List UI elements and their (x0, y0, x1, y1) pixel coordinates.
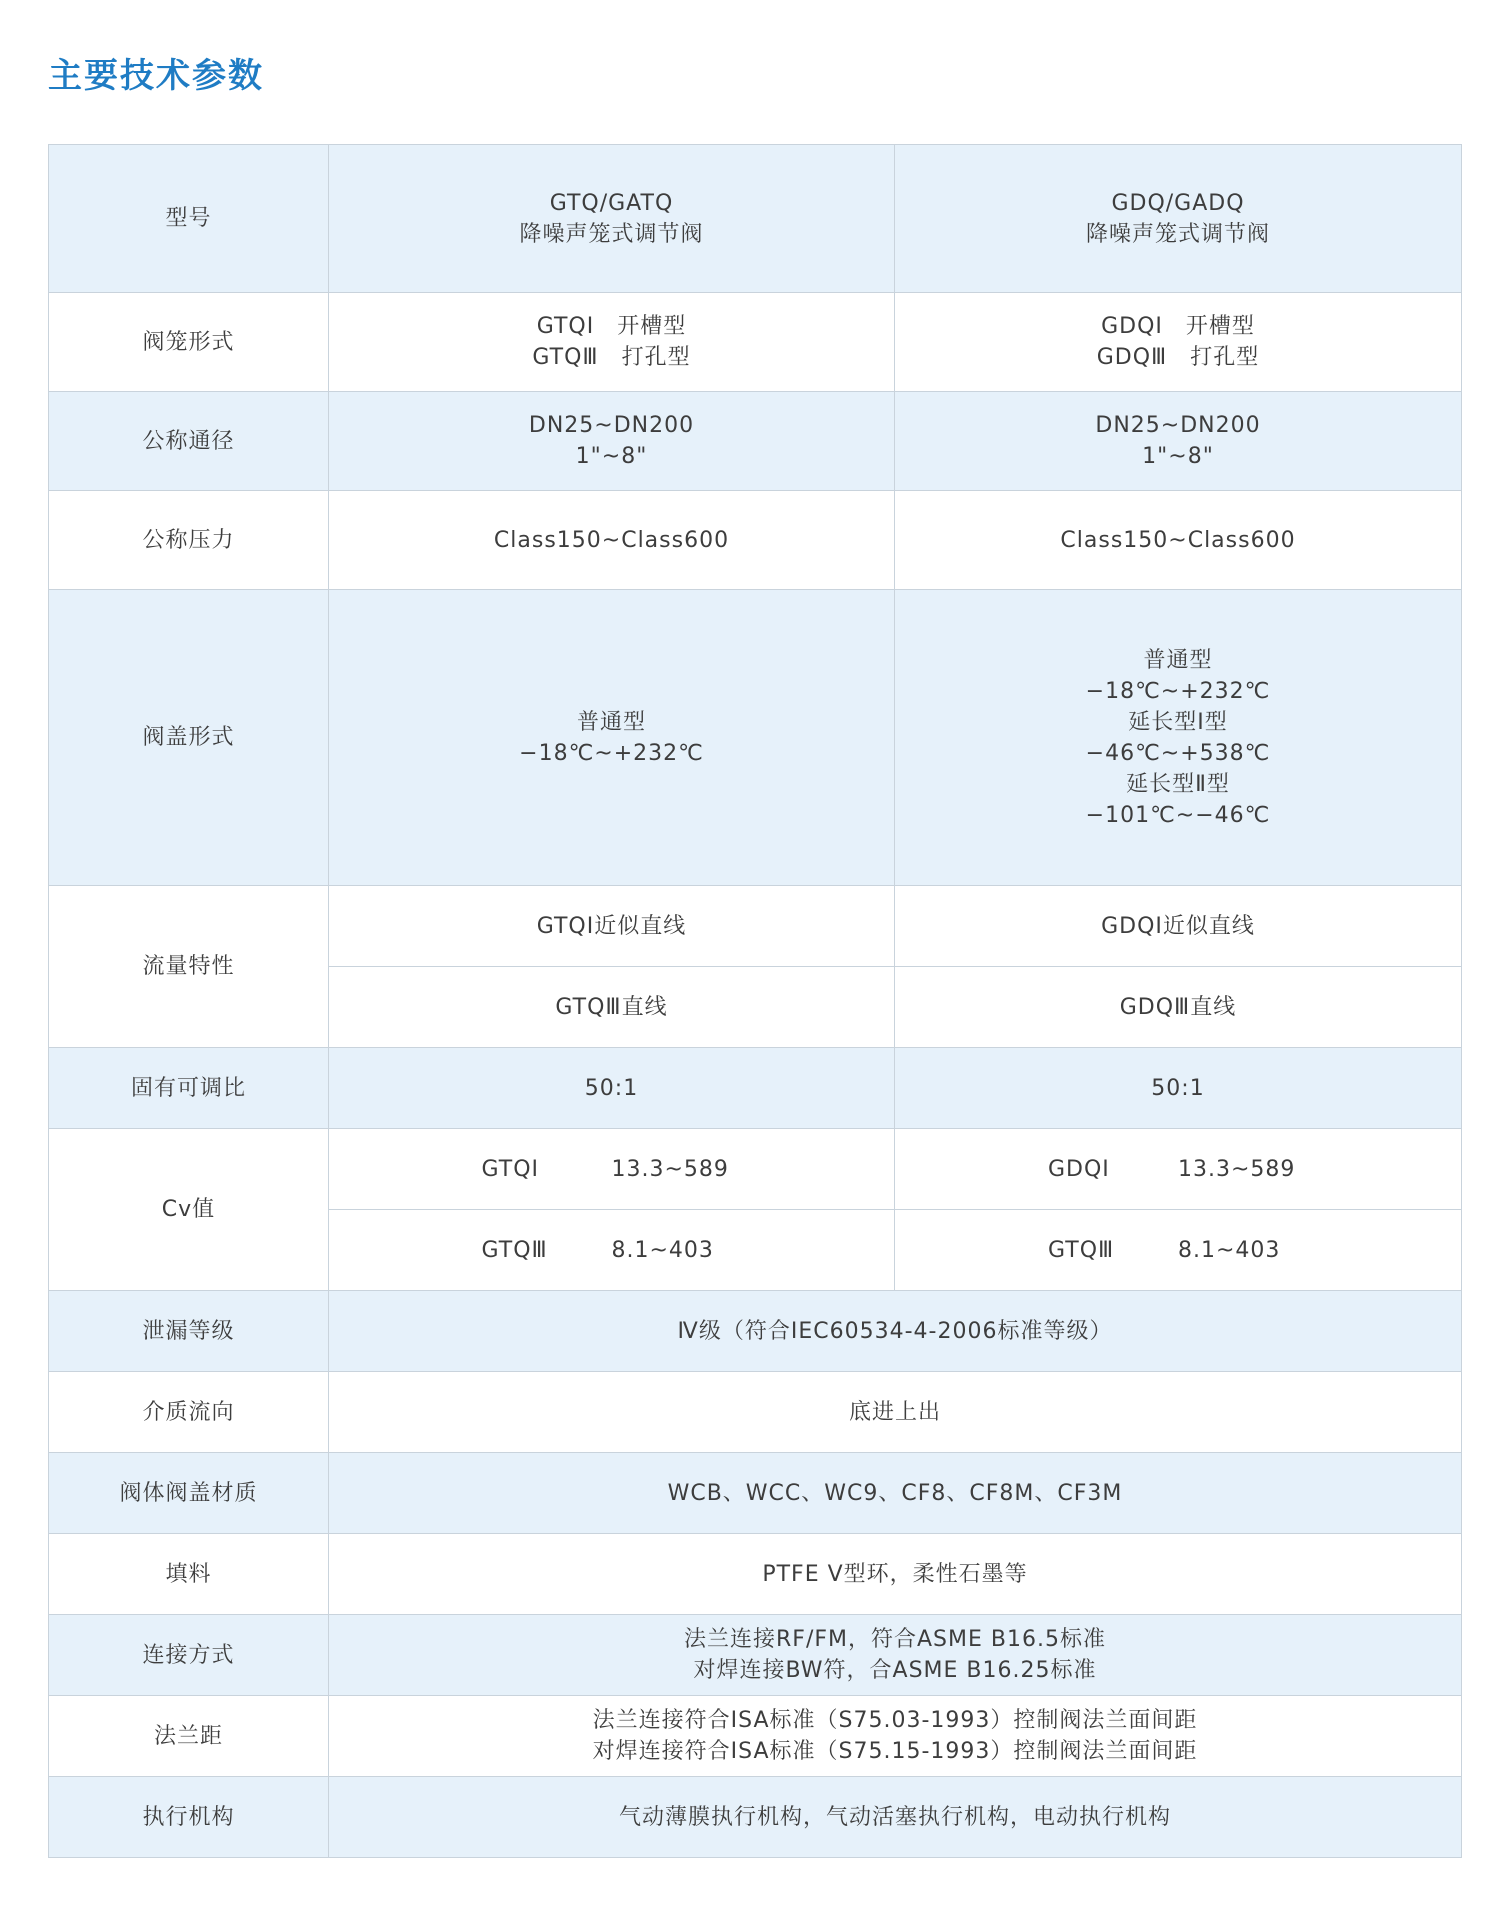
cell-line: −18℃~+232℃ (519, 740, 704, 766)
flow-cell-gdq-2: GDQⅢ直线 (895, 967, 1462, 1048)
spec-table (48, 144, 1462, 1858)
leakage-cell: Ⅳ级（符合IEC60534-4-2006标准等级） (329, 1291, 1462, 1372)
pressure-cell-gtq: Class150~Class600 (329, 491, 895, 590)
page-title: 主要技术参数 (48, 56, 264, 96)
face-cell (329, 1696, 1462, 1777)
cv-cell-gtq-2 (329, 1210, 895, 1291)
cell-line: 延长型Ⅱ型 (1126, 771, 1230, 797)
cell-line: 普通型 (1143, 647, 1213, 673)
cell-line: 法兰连接符合ISA标准（S75.03-1993）控制阀法兰面间距 (592, 1708, 1198, 1733)
row-direction (49, 1372, 1462, 1453)
cv-cell-gtq-1 (329, 1129, 895, 1210)
row-model (49, 145, 1462, 293)
cell-line: GDQ/GADQ (1111, 190, 1245, 216)
cell-line: GTQⅠ 开槽型 (536, 314, 687, 339)
row-label: 介质流向 (49, 1372, 329, 1453)
cell-line: 降噪声笼式调节阀 (519, 221, 704, 247)
row-label: 阀盖形式 (49, 590, 329, 886)
cv-value: 13.3~589 (1178, 1156, 1296, 1182)
cell-line: DN25~DN200 (1095, 413, 1261, 438)
cell-line: 对焊连接符合ISA标准（S75.15-1993）控制阀法兰面间距 (592, 1739, 1198, 1764)
size-cell-gdq (895, 392, 1462, 491)
cell-line: 1"~8" (1142, 444, 1214, 469)
cell-line: GDQⅢ 打孔型 (1096, 345, 1260, 370)
direction-cell: 底进上出 (329, 1372, 1462, 1453)
row-label: 执行机构 (49, 1777, 329, 1858)
cv-cell-gdq-2 (895, 1210, 1462, 1291)
flow-cell-gtq-1: GTQⅠ近似直线 (329, 886, 895, 967)
row-connection (49, 1615, 1462, 1696)
packing-cell: PTFE V型环，柔性石墨等 (329, 1534, 1462, 1615)
cv-value: 8.1~403 (1178, 1237, 1281, 1263)
flow-cell-gdq-1: GDQⅠ近似直线 (895, 886, 1462, 967)
row-label: 固有可调比 (49, 1048, 329, 1129)
row-size (49, 392, 1462, 491)
row-packing (49, 1534, 1462, 1615)
row-label: 流量特性 (49, 886, 329, 1048)
row-leakage (49, 1291, 1462, 1372)
row-label: 公称通径 (49, 392, 329, 491)
row-label: 公称压力 (49, 491, 329, 590)
row-label: 填料 (49, 1534, 329, 1615)
bonnet-cell-gdq (895, 590, 1462, 886)
cv-model: GTQⅢ (481, 1237, 548, 1263)
row-label: 阀体阀盖材质 (49, 1453, 329, 1534)
pressure-cell-gdq: Class150~Class600 (895, 491, 1462, 590)
cell-line: 法兰连接RF/FM，符合ASME B16.5标准 (684, 1627, 1106, 1652)
cage-cell-gtq (329, 293, 895, 392)
cv-value: 13.3~589 (611, 1156, 729, 1182)
cell-line: DN25~DN200 (528, 413, 695, 438)
cell-line: −101℃~−46℃ (1085, 802, 1271, 828)
cell-line: 对焊连接BW符，合ASME B16.25标准 (693, 1658, 1097, 1683)
model-cell-gdq (895, 145, 1462, 293)
cell-line: −18℃~+232℃ (1085, 678, 1271, 704)
cv-model: GTQⅠ (481, 1156, 540, 1182)
row-flow-1 (49, 886, 1462, 967)
flow-cell-gtq-2: GTQⅢ直线 (329, 967, 895, 1048)
cv-cell-gdq-1 (895, 1129, 1462, 1210)
model-cell-gtq (329, 145, 895, 293)
actuator-cell: 气动薄膜执行机构，气动活塞执行机构，电动执行机构 (329, 1777, 1462, 1858)
cage-cell-gdq (895, 293, 1462, 392)
material-cell: WCB、WCC、WC9、CF8、CF8M、CF3M (329, 1453, 1462, 1534)
row-material (49, 1453, 1462, 1534)
row-rangeability (49, 1048, 1462, 1129)
cell-line: GTQ/GATQ (549, 190, 674, 216)
cell-line: 普通型 (576, 709, 646, 735)
cell-line: −46℃~+538℃ (1085, 740, 1271, 766)
rangeability-cell-gdq: 50:1 (895, 1048, 1462, 1129)
row-label: 泄漏等级 (49, 1291, 329, 1372)
row-pressure (49, 491, 1462, 590)
rangeability-cell-gtq: 50:1 (329, 1048, 895, 1129)
row-label: 连接方式 (49, 1615, 329, 1696)
cv-model: GDQⅠ (1048, 1156, 1110, 1182)
cell-line: 延长型Ⅰ型 (1128, 709, 1228, 735)
row-label: 型号 (49, 145, 329, 293)
cell-line: GTQⅢ 打孔型 (532, 345, 691, 370)
cell-line: GDQⅠ 开槽型 (1101, 314, 1255, 339)
cell-line: 1"~8" (575, 444, 648, 469)
cv-value: 8.1~403 (611, 1237, 714, 1263)
bonnet-cell-gtq (329, 590, 895, 886)
row-label: Cv值 (49, 1129, 329, 1291)
row-bonnet (49, 590, 1462, 886)
connection-cell (329, 1615, 1462, 1696)
row-cage (49, 293, 1462, 392)
cell-line: 降噪声笼式调节阀 (1085, 221, 1270, 247)
row-actuator (49, 1777, 1462, 1858)
row-cv-1 (49, 1129, 1462, 1210)
row-label: 法兰距 (49, 1696, 329, 1777)
row-label: 阀笼形式 (49, 293, 329, 392)
size-cell-gtq (329, 392, 895, 491)
row-face (49, 1696, 1462, 1777)
cv-model: GTQⅢ (1048, 1237, 1115, 1263)
